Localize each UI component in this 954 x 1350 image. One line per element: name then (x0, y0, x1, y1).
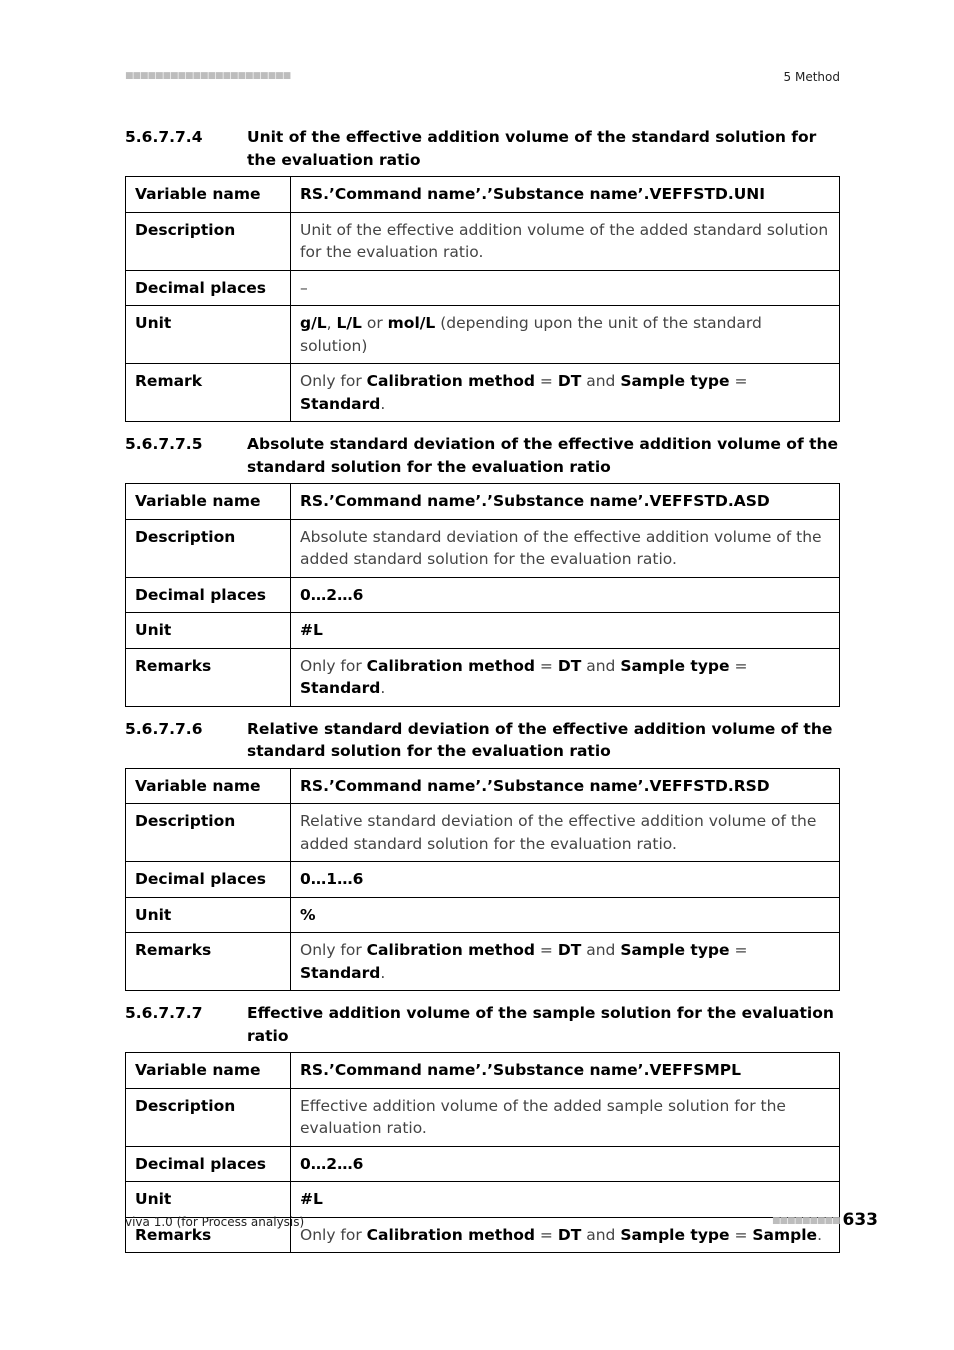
remark-text: and (581, 941, 621, 959)
table-row (126, 1088, 840, 1146)
variable-table (125, 768, 840, 992)
remark-term: DT (557, 372, 582, 390)
row-label: Decimal places (126, 577, 291, 613)
remark-text: Only for (300, 941, 367, 959)
section-veffstd-rsd (125, 718, 840, 992)
remark-text: . (817, 1225, 823, 1244)
remark-term: Calibration method (366, 372, 535, 390)
table-row (126, 1053, 840, 1089)
remark-term: DT (557, 1225, 582, 1244)
remark-text: = (535, 372, 558, 390)
row-label: Variable name (126, 768, 291, 804)
row-label: Variable name (126, 177, 291, 213)
unit-text: or (361, 314, 388, 332)
decimal-places-value: – (291, 270, 840, 306)
header-decoration: ■■■■■■■■■■■■■■■■■■■■■■ (125, 71, 291, 81)
remark-text: = (535, 656, 558, 675)
description-value: Effective addition volume of the added sample solution for the evaluation ratio. (291, 1088, 840, 1146)
table-row (126, 177, 840, 213)
table-row (126, 933, 840, 991)
unit-option: g/L (300, 314, 327, 332)
unit-option: mol/L (387, 314, 436, 332)
remark-term: Calibration method (366, 656, 535, 675)
table-row (126, 804, 840, 862)
remark-text: = (729, 656, 748, 675)
unit-value: #L (291, 1182, 840, 1218)
table-row (126, 484, 840, 520)
table-row (126, 648, 840, 706)
section-heading (125, 1002, 840, 1047)
decimal-places-value: 0…1…6 (291, 862, 840, 898)
section-veffstd-uni (125, 126, 840, 422)
remark-term: DT (557, 656, 582, 675)
row-label: Decimal places (126, 862, 291, 898)
section-veffstd-asd (125, 433, 840, 707)
remark-term: Standard (300, 963, 381, 982)
page-number: 633 (842, 1210, 878, 1230)
variable-name-value: RS.’Command name’.’Substance name’.VEFFSTD.UNI (291, 177, 840, 213)
remark-text: and (581, 656, 621, 675)
variable-table (125, 176, 840, 422)
remark-value (291, 933, 840, 991)
remark-value (291, 648, 840, 706)
unit-value (291, 306, 840, 364)
table-row (126, 613, 840, 649)
remark-value (291, 1217, 840, 1253)
row-label: Decimal places (126, 1146, 291, 1182)
remark-term: Standard (300, 679, 381, 697)
section-title: Relative standard deviation of the effective addition volume of the standard solution for the evaluation ratio (247, 719, 833, 760)
remark-text: Only for (300, 372, 367, 390)
section-heading (125, 718, 840, 763)
table-row (126, 519, 840, 577)
decimal-places-value: 0…2…6 (291, 1146, 840, 1182)
row-label: Description (126, 804, 291, 862)
row-label: Description (126, 519, 291, 577)
table-row (126, 897, 840, 933)
remark-term: DT (557, 941, 582, 959)
section-number: 5.6.7.7.4 (125, 128, 203, 146)
remark-text: = (535, 1225, 558, 1244)
remark-value (291, 364, 840, 422)
description-value: Relative standard deviation of the effective addition volume of the added standard solution for the evaluation ratio. (291, 804, 840, 862)
header-chapter: 5 Method (783, 70, 840, 84)
section-title: Absolute standard deviation of the effective addition volume of the standard solution for the evaluation ratio (247, 435, 839, 476)
row-label: Description (126, 212, 291, 270)
row-label: Variable name (126, 484, 291, 520)
row-label: Remarks (126, 933, 291, 991)
footer-product: viva 1.0 (for Process analysis) (125, 1215, 305, 1229)
unit-value: % (291, 897, 840, 933)
remark-text: Only for (300, 656, 367, 675)
decimal-places-value: 0…2…6 (291, 577, 840, 613)
remark-text: = (729, 1225, 753, 1244)
remark-text: and (581, 1225, 621, 1244)
section-heading (125, 433, 840, 478)
remark-term: Calibration method (366, 1225, 535, 1244)
variable-name-value: RS.’Command name’.’Substance name’.VEFFSTD.ASD (291, 484, 840, 520)
variable-table (125, 483, 840, 707)
row-label: Remarks (126, 648, 291, 706)
remark-term: Standard (300, 394, 381, 413)
unit-value: #L (291, 613, 840, 649)
row-label: Remarks (126, 1217, 291, 1253)
footer-decoration: ■■■■■■■■■ (772, 1216, 840, 1226)
row-label: Description (126, 1088, 291, 1146)
remark-text: . (380, 679, 386, 697)
table-row (126, 768, 840, 804)
section-number: 5.6.7.7.6 (125, 719, 203, 738)
remark-text: . (380, 394, 386, 413)
section-title: Effective addition volume of the sample solution for the evaluation ratio (247, 1004, 834, 1045)
row-label: Variable name (126, 1053, 291, 1089)
table-row (126, 212, 840, 270)
unit-text: (depending upon the unit of the standard solution) (300, 314, 762, 355)
row-label: Unit (126, 306, 291, 364)
row-label: Unit (126, 1182, 291, 1218)
remark-text: Only for (300, 1225, 367, 1244)
row-label: Remark (126, 364, 291, 422)
remark-term: Sample type (620, 372, 730, 390)
remark-term: Sample type (620, 941, 730, 959)
page-content (125, 126, 840, 1264)
remark-text: = (535, 941, 558, 959)
row-label: Unit (126, 613, 291, 649)
unit-text: , (326, 314, 337, 332)
row-label: Decimal places (126, 270, 291, 306)
table-row (126, 364, 840, 422)
section-title: Unit of the effective addition volume of the standard solution for the evaluation ratio (247, 128, 817, 169)
remark-text: and (581, 372, 621, 390)
description-value: Absolute standard deviation of the effective addition volume of the added standard solution for the evaluation ratio. (291, 519, 840, 577)
remark-text: . (380, 963, 386, 982)
table-row (126, 1182, 840, 1218)
variable-name-value: RS.’Command name’.’Substance name’.VEFFSTD.RSD (291, 768, 840, 804)
unit-option: L/L (336, 314, 362, 332)
row-label: Unit (126, 897, 291, 933)
table-row (126, 1146, 840, 1182)
table-row (126, 577, 840, 613)
remark-term: Sample type (620, 1225, 730, 1244)
remark-term: Sample type (620, 656, 730, 675)
section-number: 5.6.7.7.7 (125, 1004, 203, 1022)
table-row (126, 306, 840, 364)
description-value: Unit of the effective addition volume of the added standard solution for the evaluation ratio. (291, 212, 840, 270)
section-heading (125, 126, 840, 171)
remark-text: = (729, 941, 748, 959)
variable-name-value: RS.’Command name’.’Substance name’.VEFFSMPL (291, 1053, 840, 1089)
remark-term: Sample (752, 1225, 818, 1244)
remark-term: Calibration method (366, 941, 535, 959)
section-number: 5.6.7.7.5 (125, 435, 203, 453)
table-row (126, 862, 840, 898)
remark-text: = (729, 372, 748, 390)
table-row (126, 270, 840, 306)
